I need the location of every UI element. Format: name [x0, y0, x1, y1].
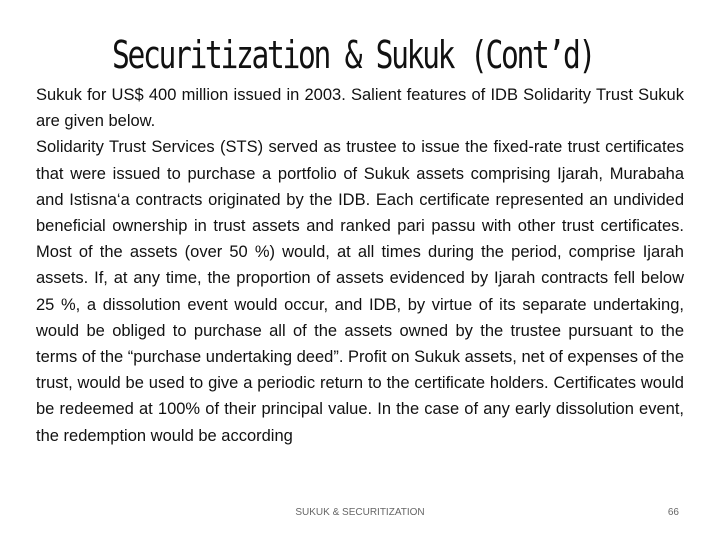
- paragraph-intro: Sukuk for US$ 400 million issued in 2003. Salient features of IDB Solidarity Trust Sukuk are given below.: [36, 86, 684, 131]
- footer-text: SUKUK & SECURITIZATION: [295, 507, 425, 518]
- title-main: Securitization & Sukuk: [112, 33, 454, 77]
- slide-title: [0, 22, 720, 88]
- page-number: 66: [667, 507, 679, 518]
- slide-body: [36, 82, 684, 449]
- title-continued: (Cont’d): [470, 33, 595, 77]
- paragraph-details: Solidarity Trust Services (STS) served as trustee to issue the fixed-rate trust certificates that were issued to purchase a portfolio of Sukuk assets comprising Ijarah, Murabaha and Istisna‘a contracts originated by the IDB. Each certificate represented an undivided beneficial ownership in trust assets and ranked pari passu with other trust certificates. Most of the assets (over 50 %) would, at all times during the period, comprise Ijarah assets. If, at any time, the proportion of assets evidenced by Ijarah contracts fell below 25 %, a dissolution event would occur, and IDB, by virtue of its separate undertaking, would be obliged to purchase all of the assets owned by the trustee pursuant to the terms of the “purchase undertaking deed”. Profit on Sukuk assets, net of expenses of the trust, would be used to give a periodic return to the certificate holders. Certificates would be redeemed at 100% of their principal value. In the case of any early dissolution event, the redemption would be according: [36, 138, 684, 445]
